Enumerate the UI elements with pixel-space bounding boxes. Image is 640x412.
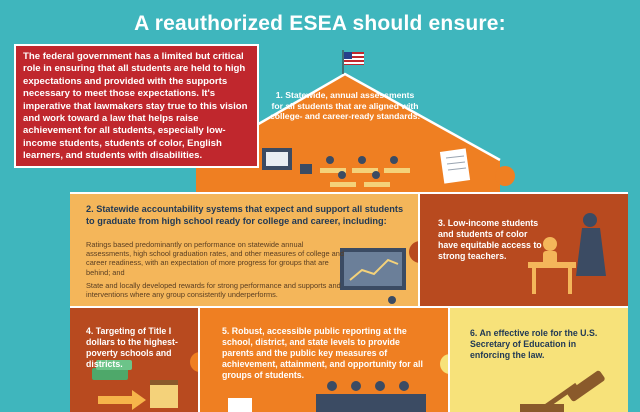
piece-4-text: 4. Targeting of Title I dollars to the highest-poverty schools and districts. <box>86 326 178 369</box>
page-title: A reauthorized ESEA should ensure: <box>134 12 506 35</box>
piece-2-heading: 2. Statewide accountability systems that expect and support all students to graduate from high school ready for college and career, including: <box>86 204 404 226</box>
piece-6-text: 6. An effective role for the U.S. Secretary of Education in enforcing the law. <box>470 328 598 360</box>
intro-callout: The federal government has a limited but critical role in ensuring that all students are held to high expectations and provided with the supports necessary to meet those expectations. It's imperative that lawmakers stay true to this vision and work toward a law that helps raise achievement for all students, especially low-income students, students of color, English learners, and students with disabilities. <box>14 44 259 168</box>
piece-2-item-1: Ratings based predominantly on performance on statewide annual assessments, high school graduation rates, and other measures of college and career readiness, with an expectation of more progress for groups that are behind; and <box>86 240 345 277</box>
piece-2-body <box>86 240 348 303</box>
piece-1-text: 1. Statewide, annual assessments for all students that are aligned with college- and career-ready standards. <box>270 90 420 122</box>
piece-3-text: 3. Low-income students and students of color have equitable access to strong teachers. <box>438 218 542 261</box>
us-flag-icon <box>343 50 364 74</box>
piece-2-item-2: State and locally developed rewards for strong performance and supports and interventions where any group consistently underperforms. <box>86 280 341 300</box>
piece-5-text: 5. Robust, accessible public reporting at the school, district, and state levels to provide parents and the public key measures of achievement, attainment, and opportunity for all groups of students. <box>222 326 423 380</box>
